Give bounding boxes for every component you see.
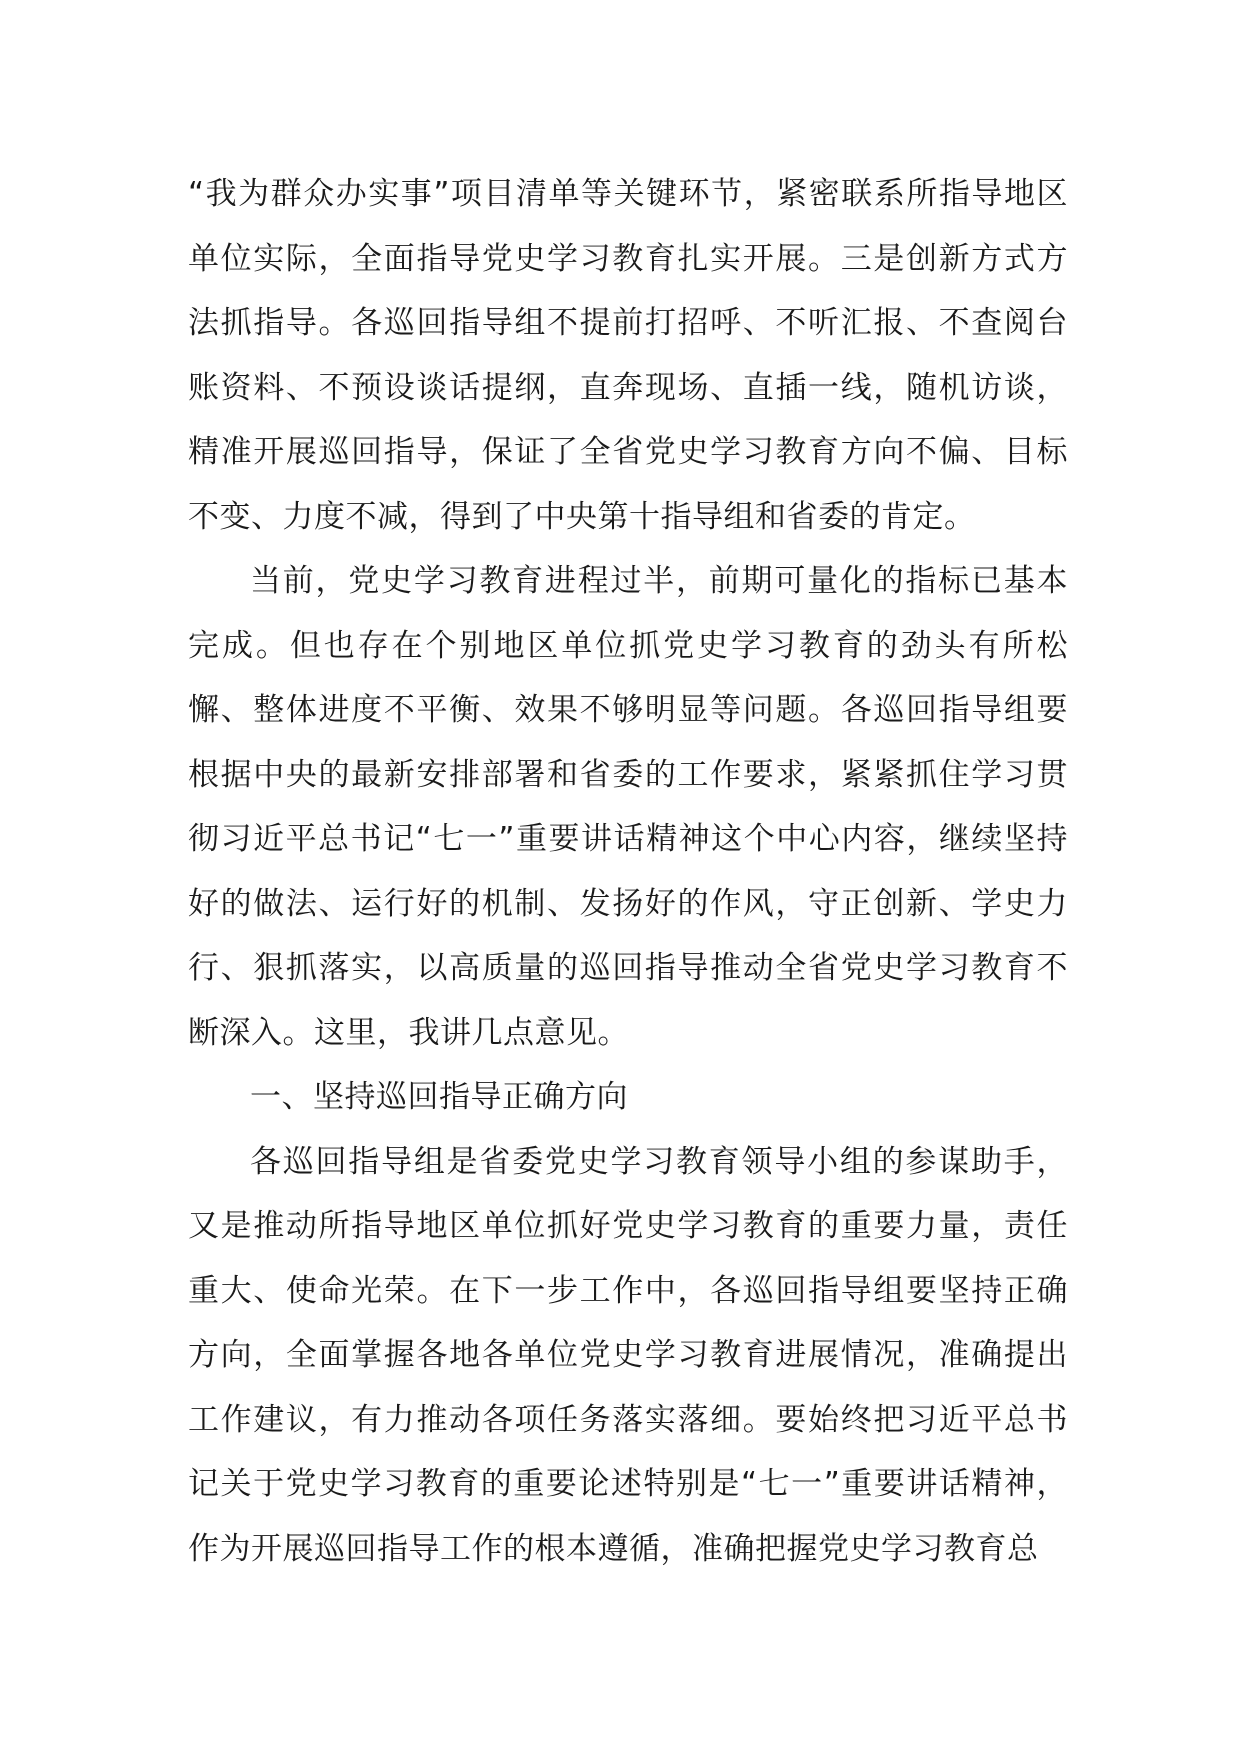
paragraph-current-situation: 当前，党史学习教育进程过半，前期可量化的指标已基本完成。但也存在个别地区单位抓党史学习教育的劲头有所松懈、整体进度不平衡、效果不够明显等问题。各巡回指导组要根据中央的最新安排部署和省委的工作要求，紧紧抓住学习贯彻习近平总书记“七一”重要讲话精神这个中心内容，继续坚持好的做法、运行好的机制、发扬好的作风，守正创新、学史力行、狠抓落实，以高质量的巡回指导推动全省党史学习教育不断深入。这里，我讲几点意见。: [188, 563, 1068, 1051]
section-heading-one: 一、坚持巡回指导正确方向: [250, 1079, 628, 1115]
document-body: [188, 162, 1068, 1581]
paragraph-continuation: “我为群众办实事”项目清单等关键环节，紧密联系所指导地区单位实际，全面指导党史学习教育扎实开展。三是创新方式方法抓指导。各巡回指导组不提前打招呼、不听汇报、不查阅台账资料、不预设谈话提纲，直奔现场、直插一线，随机访谈，精准开展巡回指导，保证了全省党史学习教育方向不偏、目标不变、力度不减，得到了中央第十指导组和省委的肯定。: [188, 176, 1068, 535]
paragraph-section-one: 各巡回指导组是省委党史学习教育领导小组的参谋助手，又是推动所指导地区单位抓好党史学习教育的重要力量，责任重大、使命光荣。在下一步工作中，各巡回指导组要坚持正确方向，全面掌握各地各单位党史学习教育进展情况，准确提出工作建议，有力推动各项任务落实落细。要始终把习近平总书记关于党史学习教育的重要论述特别是“七一”重要讲话精神，作为开展巡回指导工作的根本遵循，准确把握党史学习教育总: [188, 1143, 1068, 1567]
